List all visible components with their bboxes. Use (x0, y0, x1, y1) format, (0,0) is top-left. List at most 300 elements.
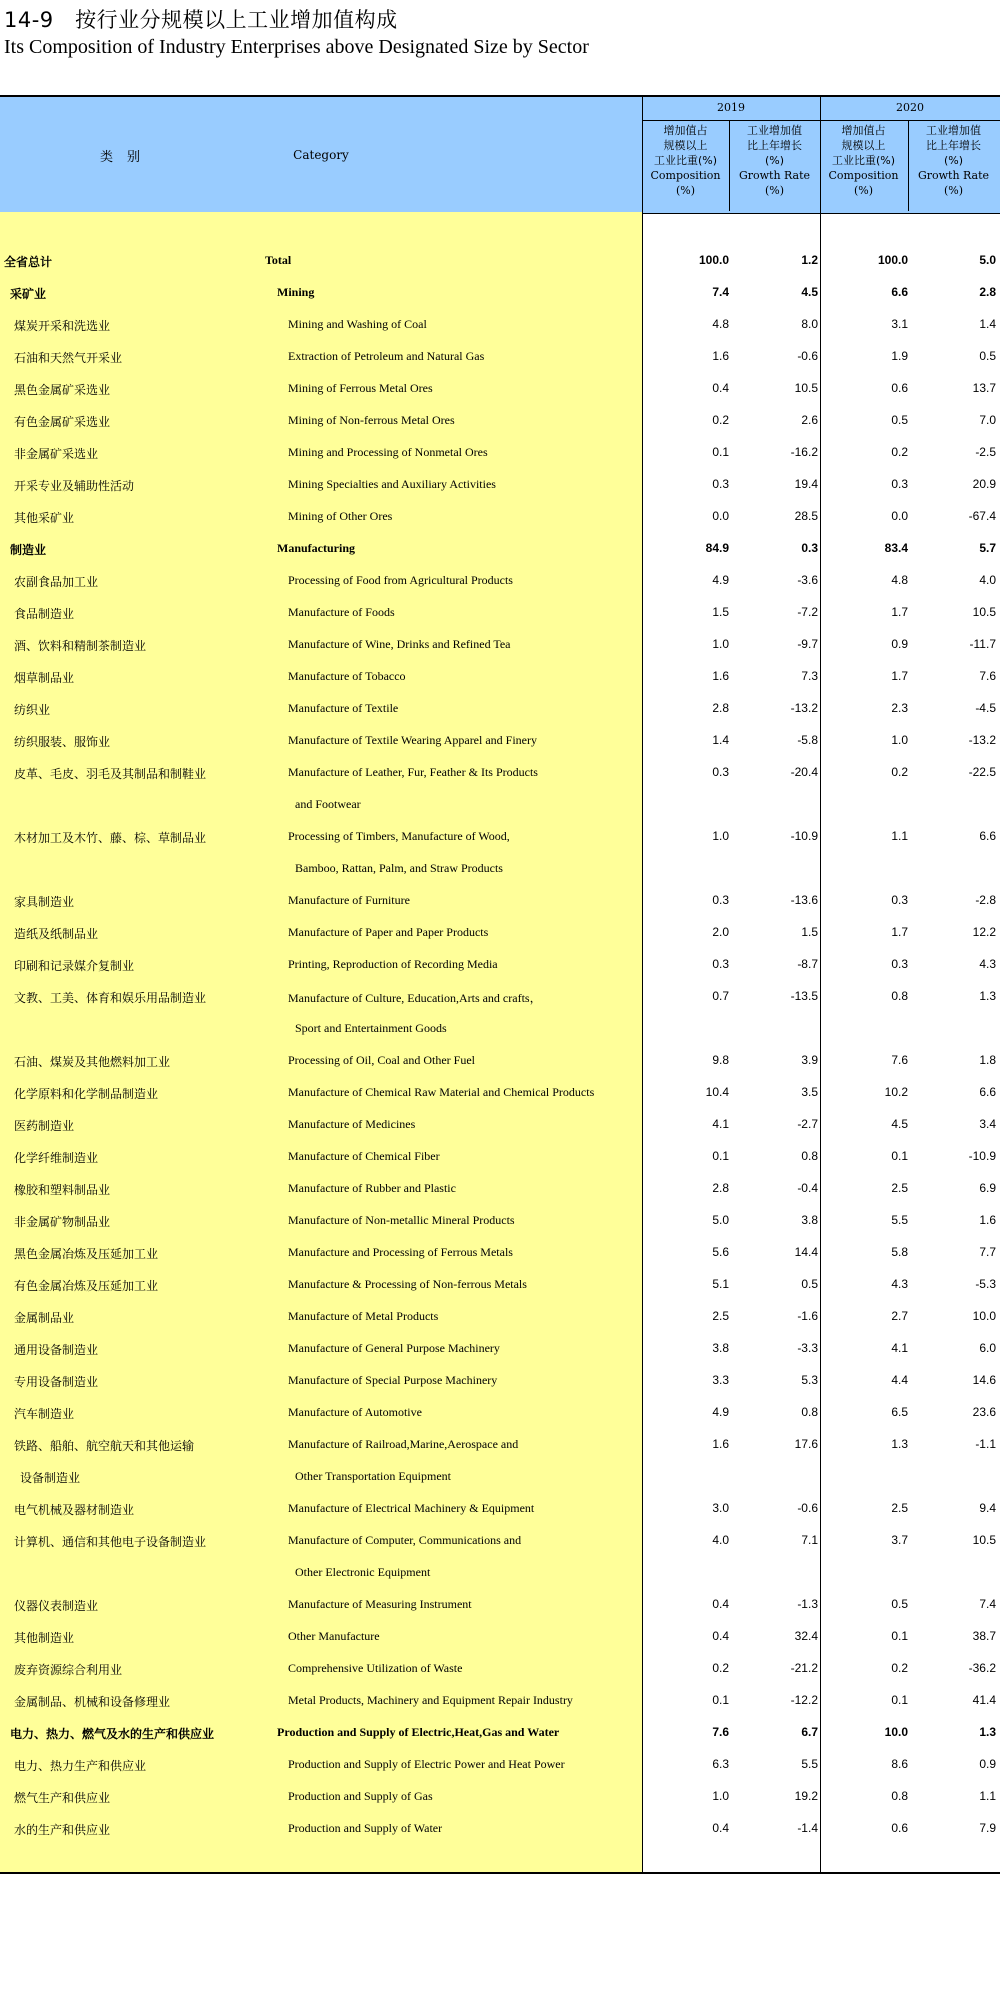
row-category-en: Manufacture of Foods (288, 605, 395, 619)
value-growth-2020: 9.4 (979, 1501, 996, 1515)
row-category-en: Production and Supply of Gas (288, 1789, 433, 1803)
table-row (0, 1780, 1000, 1812)
value-composition-2019: 5.6 (712, 1245, 729, 1259)
header-text: 比上年增长 (747, 139, 802, 152)
value-composition-2020: 6.5 (891, 1405, 908, 1419)
row-category-cn: 专用设备制造业 (14, 1375, 99, 1389)
value-growth-2020: -22.5 (968, 765, 996, 779)
value-growth-2019: 10.5 (794, 381, 818, 395)
value-growth-2020: 1.3 (979, 1725, 996, 1739)
table-row (0, 820, 1000, 852)
value-composition-2020: 4.1 (891, 1341, 908, 1355)
value-composition-2020: 0.9 (891, 637, 908, 651)
row-category-cn: 木材加工及木竹、藤、棕、草制品业 (14, 831, 207, 845)
value-growth-2019: -8.7 (797, 957, 818, 971)
row-category-en: Manufacture of General Purpose Machinery (288, 1341, 500, 1355)
header-text: 增加值占 (841, 124, 886, 137)
row-category-cn: 计算机、通信和其他电子设备制造业 (14, 1535, 207, 1549)
value-composition-2020: 3.1 (891, 317, 908, 331)
value-composition-2019: 0.4 (712, 1629, 729, 1643)
table-row (0, 244, 1000, 276)
value-growth-2020: 1.8 (979, 1053, 996, 1067)
table-row (0, 1460, 1000, 1492)
value-composition-2019: 1.5 (712, 605, 729, 619)
row-category-cn: 电气机械及器材制造业 (14, 1503, 135, 1517)
header-text: 规模以上 (663, 139, 708, 152)
value-growth-2019: -0.6 (797, 1501, 818, 1515)
row-category-cn: 通用设备制造业 (14, 1343, 99, 1357)
value-growth-2019: 1.5 (801, 925, 818, 939)
value-growth-2019: -3.3 (797, 1341, 818, 1355)
row-category-cn: 造纸及纸制品业 (14, 927, 99, 941)
row-category-en: Mining of Ferrous Metal Ores (288, 381, 433, 395)
value-growth-2019: 5.5 (801, 1757, 818, 1771)
row-category-en: Mining of Non-ferrous Metal Ores (288, 413, 455, 427)
row-category-en: Manufacture of Tobacco (288, 669, 406, 683)
value-growth-2020: 5.7 (979, 541, 996, 555)
row-category-en: Manufacture of Culture, Education,Arts and crafts， (288, 991, 542, 1005)
value-growth-2020: 12.2 (972, 925, 996, 939)
row-category-cn: 化学原料和化学制品制造业 (14, 1087, 159, 1101)
value-composition-2020: 2.7 (891, 1309, 908, 1323)
value-composition-2020: 2.5 (891, 1181, 908, 1195)
table-row (0, 1108, 1000, 1140)
value-growth-2020: -67.4 (968, 509, 996, 523)
row-category-cn: 汽车制造业 (14, 1407, 75, 1421)
value-growth-2019: 19.2 (794, 1789, 818, 1803)
row-category-en: Printing, Reproduction of Recording Media (288, 957, 498, 971)
value-growth-2019: 8.0 (801, 317, 818, 331)
value-growth-2020: -4.5 (975, 701, 996, 715)
value-composition-2020: 4.3 (891, 1277, 908, 1291)
value-composition-2020: 2.3 (891, 701, 908, 715)
value-composition-2020: 0.1 (891, 1693, 908, 1707)
table-row (0, 724, 1000, 756)
value-composition-2020: 5.5 (891, 1213, 908, 1227)
header-text: (%) (675, 184, 696, 197)
table-row (0, 596, 1000, 628)
table-row (0, 1716, 1000, 1748)
row-category-cn: 橡胶和塑料制品业 (14, 1183, 111, 1197)
table-row (0, 948, 1000, 980)
value-growth-2020: 0.5 (979, 349, 996, 363)
row-category-en: Total (265, 253, 292, 267)
row-category-en: Manufacture of Measuring Instrument (288, 1597, 472, 1611)
value-composition-2020: 0.2 (891, 765, 908, 779)
header-text: Growth Rate (917, 169, 990, 182)
value-growth-2020: -13.2 (968, 733, 996, 747)
table-row (0, 564, 1000, 596)
row-category-en: Mining and Processing of Nonmetal Ores (288, 445, 488, 459)
value-growth-2020: 2.8 (979, 285, 996, 299)
row-category-en: Processing of Timbers, Manufacture of Wood, (288, 829, 510, 843)
header-text: (%) (943, 184, 964, 197)
value-composition-2020: 2.5 (891, 1501, 908, 1515)
value-growth-2019: 5.3 (801, 1373, 818, 1387)
table-row (0, 1268, 1000, 1300)
header-text: 工业比重(%) (653, 154, 718, 167)
row-category-cn: 其他制造业 (14, 1631, 75, 1645)
value-growth-2019: 19.4 (794, 477, 818, 491)
row-category-cn: 金属制品、机械和设备修理业 (14, 1695, 171, 1709)
value-composition-2020: 0.2 (891, 445, 908, 459)
value-growth-2019: -7.2 (797, 605, 818, 619)
value-composition-2020: 83.4 (884, 541, 908, 555)
row-category-en: Processing of Oil, Coal and Other Fuel (288, 1053, 475, 1067)
value-composition-2020: 1.1 (891, 829, 908, 843)
row-category-en: Manufacture of Leather, Fur, Feather & Its Products (288, 765, 538, 779)
value-composition-2019: 1.4 (712, 733, 729, 747)
table-row (0, 1556, 1000, 1588)
table-row (0, 308, 1000, 340)
value-composition-2020: 0.3 (891, 893, 908, 907)
row-category-cn: 水的生产和供应业 (14, 1823, 111, 1837)
header-text: (%) (943, 154, 964, 167)
value-growth-2019: -9.7 (797, 637, 818, 651)
value-growth-2020: 10.5 (972, 605, 996, 619)
row-category-en: and Footwear (295, 797, 361, 811)
value-growth-2020: 13.7 (972, 381, 996, 395)
value-composition-2019: 3.0 (712, 1501, 729, 1515)
value-growth-2020: 7.7 (979, 1245, 996, 1259)
value-growth-2020: 1.1 (979, 1789, 996, 1803)
value-composition-2020: 1.7 (891, 605, 908, 619)
row-category-en: Sport and Entertainment Goods (295, 1021, 447, 1035)
value-composition-2020: 4.4 (891, 1373, 908, 1387)
table-row (0, 756, 1000, 788)
row-category-cn: 采矿业 (10, 287, 47, 301)
value-composition-2019: 9.8 (712, 1053, 729, 1067)
value-growth-2019: -16.2 (790, 445, 818, 459)
value-composition-2020: 1.0 (891, 733, 908, 747)
value-growth-2019: 0.3 (801, 541, 818, 555)
row-category-en: Production and Supply of Water (288, 1821, 443, 1835)
value-growth-2019: -20.4 (790, 765, 818, 779)
value-composition-2020: 1.7 (891, 925, 908, 939)
header-text: Composition (650, 169, 721, 182)
row-category-cn: 烟草制品业 (14, 671, 75, 685)
value-composition-2020: 0.3 (891, 477, 908, 491)
table-row (0, 1236, 1000, 1268)
row-category-en: Mining (277, 285, 315, 299)
row-category-en: Mining and Washing of Coal (288, 317, 427, 331)
value-composition-2019: 0.0 (712, 509, 729, 523)
value-composition-2020: 0.2 (891, 1661, 908, 1675)
row-category-en: Manufacture of Electrical Machinery & Equipment (288, 1501, 535, 1515)
table-row (0, 1204, 1000, 1236)
value-growth-2020: 6.6 (979, 1085, 996, 1099)
value-composition-2019: 0.1 (712, 1149, 729, 1163)
value-composition-2019: 4.1 (712, 1117, 729, 1131)
table-row (0, 1396, 1000, 1428)
row-category-cn: 酒、饮料和精制茶制造业 (14, 639, 147, 653)
header-text: Growth Rate (738, 169, 811, 182)
value-growth-2020: 7.6 (979, 669, 996, 683)
value-growth-2020: 4.0 (979, 573, 996, 587)
value-composition-2020: 0.6 (891, 1821, 908, 1835)
row-category-en: Mining Specialties and Auxiliary Activities (288, 477, 496, 491)
value-composition-2019: 7.4 (712, 285, 729, 299)
value-composition-2020: 100.0 (877, 253, 908, 267)
value-growth-2020: 41.4 (972, 1693, 996, 1707)
value-growth-2019: -0.4 (797, 1181, 818, 1195)
table-row (0, 1076, 1000, 1108)
value-growth-2020: 7.4 (979, 1597, 996, 1611)
value-growth-2019: -13.2 (790, 701, 818, 715)
row-category-en: Production and Supply of Electric,Heat,Gas and Water (277, 1725, 560, 1739)
row-category-cn: 煤炭开采和洗选业 (14, 319, 111, 333)
value-composition-2019: 6.3 (712, 1757, 729, 1771)
value-composition-2020: 1.3 (891, 1437, 908, 1451)
value-growth-2020: -1.1 (975, 1437, 996, 1451)
value-composition-2019: 10.4 (705, 1085, 729, 1099)
row-category-cn: 文教、工美、体育和娱乐用品制造业 (14, 991, 207, 1005)
value-composition-2020: 0.0 (891, 509, 908, 523)
value-composition-2020: 5.8 (891, 1245, 908, 1259)
value-composition-2019: 4.8 (712, 317, 729, 331)
table-row (0, 276, 1000, 308)
row-category-en: Manufacture of Rubber and Plastic (288, 1181, 456, 1195)
value-growth-2019: -12.2 (790, 1693, 818, 1707)
value-growth-2019: -1.4 (797, 1821, 818, 1835)
header-category-cn: 类别 (100, 150, 155, 165)
row-category-en: Manufacture of Railroad,Marine,Aerospace and (288, 1437, 519, 1451)
value-composition-2020: 7.6 (891, 1053, 908, 1067)
row-category-cn: 皮革、毛皮、羽毛及其制品和制鞋业 (14, 767, 207, 781)
row-category-cn: 化学纤维制造业 (14, 1151, 99, 1165)
row-category-en: Manufacture of Furniture (288, 893, 410, 907)
table-row (0, 404, 1000, 436)
value-growth-2019: -13.5 (790, 989, 818, 1003)
value-growth-2020: 10.5 (972, 1533, 996, 1547)
value-composition-2020: 0.1 (891, 1149, 908, 1163)
table-row (0, 1492, 1000, 1524)
row-category-en: Manufacture of Non-metallic Mineral Products (288, 1213, 515, 1227)
value-composition-2020: 10.0 (884, 1725, 908, 1739)
value-composition-2019: 1.0 (712, 829, 729, 843)
header-year-2020: 2020 (896, 101, 924, 114)
grid-line (908, 121, 909, 211)
value-growth-2019: 14.4 (794, 1245, 818, 1259)
value-growth-2019: -3.6 (797, 573, 818, 587)
value-growth-2019: 7.1 (801, 1533, 818, 1547)
value-composition-2019: 0.2 (712, 413, 729, 427)
value-growth-2020: 7.0 (979, 413, 996, 427)
value-composition-2019: 0.3 (712, 477, 729, 491)
table-row (0, 468, 1000, 500)
value-growth-2020: 6.9 (979, 1181, 996, 1195)
row-category-en: Other Electronic Equipment (295, 1565, 431, 1579)
value-growth-2020: 3.4 (979, 1117, 996, 1131)
header-growth-2020 (910, 123, 997, 198)
row-category-cn: 电力、热力、燃气及水的生产和供应业 (10, 1727, 215, 1741)
value-composition-2020: 10.2 (884, 1085, 908, 1099)
header-text: 工业增加值 (926, 124, 981, 137)
value-growth-2019: -1.6 (797, 1309, 818, 1323)
row-category-cn: 纺织服装、服饰业 (14, 735, 111, 749)
value-growth-2019: 28.5 (794, 509, 818, 523)
value-growth-2019: -0.6 (797, 349, 818, 363)
header-composition-2019 (642, 123, 729, 198)
value-composition-2019: 2.8 (712, 1181, 729, 1195)
table-row (0, 1588, 1000, 1620)
value-composition-2019: 100.0 (698, 253, 729, 267)
row-category-en: Manufacture and Processing of Ferrous Metals (288, 1245, 513, 1259)
row-category-en: Manufacture & Processing of Non-ferrous Metals (288, 1277, 527, 1291)
value-composition-2020: 1.9 (891, 349, 908, 363)
value-growth-2020: 7.9 (979, 1821, 996, 1835)
value-composition-2019: 1.6 (712, 669, 729, 683)
row-category-cn: 设备制造业 (20, 1471, 81, 1485)
value-composition-2019: 5.0 (712, 1213, 729, 1227)
table-row (0, 1332, 1000, 1364)
row-category-en: Manufacture of Automotive (288, 1405, 422, 1419)
row-category-cn: 电力、热力生产和供应业 (14, 1759, 147, 1773)
value-growth-2020: 20.9 (972, 477, 996, 491)
value-growth-2020: -11.7 (969, 637, 996, 651)
row-category-en: Manufacture of Computer, Communications and (288, 1533, 522, 1547)
table-row (0, 1172, 1000, 1204)
row-category-en: Mining of Other Ores (288, 509, 393, 523)
value-composition-2019: 3.8 (712, 1341, 729, 1355)
row-category-cn: 黑色金属矿采选业 (14, 383, 111, 397)
table-row (0, 1748, 1000, 1780)
row-category-cn: 纺织业 (14, 703, 51, 717)
value-composition-2019: 0.3 (712, 765, 729, 779)
row-category-en: Manufacture of Textile (288, 701, 399, 715)
row-category-cn: 印刷和记录媒介复制业 (14, 959, 135, 973)
value-growth-2020: 5.0 (979, 253, 996, 267)
value-growth-2019: -5.8 (797, 733, 818, 747)
row-category-en: Production and Supply of Electric Power and Heat Power (288, 1757, 565, 1771)
value-composition-2019: 1.0 (712, 1789, 729, 1803)
value-growth-2019: -13.6 (790, 893, 818, 907)
value-growth-2019: 7.3 (801, 669, 818, 683)
value-growth-2020: 6.6 (979, 829, 996, 843)
value-composition-2019: 1.6 (712, 1437, 729, 1451)
value-composition-2020: 0.1 (891, 1629, 908, 1643)
row-category-cn: 金属制品业 (14, 1311, 75, 1325)
value-growth-2019: 0.5 (801, 1277, 818, 1291)
value-composition-2020: 0.8 (891, 1789, 908, 1803)
value-composition-2019: 3.3 (712, 1373, 729, 1387)
row-category-en: Manufacture of Medicines (288, 1117, 416, 1131)
value-growth-2019: 17.6 (794, 1437, 818, 1451)
table-row (0, 660, 1000, 692)
table-row (0, 692, 1000, 724)
table-row (0, 1012, 1000, 1044)
table-row (0, 1364, 1000, 1396)
value-composition-2019: 5.1 (712, 1277, 729, 1291)
grid-line (729, 121, 730, 211)
table-row (0, 852, 1000, 884)
row-category-cn: 有色金属冶炼及压延加工业 (14, 1279, 159, 1293)
header-text: 工业增加值 (747, 124, 802, 137)
value-growth-2020: 0.9 (979, 1757, 996, 1771)
value-growth-2020: -2.8 (975, 893, 996, 907)
table-row (0, 436, 1000, 468)
table-row (0, 340, 1000, 372)
value-composition-2019: 4.9 (712, 1405, 729, 1419)
header-text: (%) (764, 154, 785, 167)
value-composition-2020: 4.5 (891, 1117, 908, 1131)
value-composition-2020: 0.5 (891, 1597, 908, 1611)
value-growth-2019: -1.3 (797, 1597, 818, 1611)
row-category-en: Manufacturing (277, 541, 355, 555)
value-growth-2019: -10.9 (790, 829, 818, 843)
table-row (0, 884, 1000, 916)
row-category-en: Other Manufacture (288, 1629, 380, 1643)
row-category-en: Comprehensive Utilization of Waste (288, 1661, 463, 1675)
header-text: 增加值占 (663, 124, 708, 137)
value-composition-2019: 0.1 (712, 1693, 729, 1707)
row-category-en: Manufacture of Metal Products (288, 1309, 439, 1323)
value-composition-2019: 84.9 (705, 541, 729, 555)
value-growth-2019: 32.4 (794, 1629, 818, 1643)
row-category-cn: 仪器仪表制造业 (14, 1599, 99, 1613)
value-growth-2020: -5.3 (975, 1277, 996, 1291)
row-category-en: Bamboo, Rattan, Palm, and Straw Products (295, 861, 503, 875)
value-growth-2019: 3.9 (801, 1053, 818, 1067)
table-row (0, 1652, 1000, 1684)
row-category-en: Manufacture of Textile Wearing Apparel and Finery (288, 733, 537, 747)
value-growth-2019: 2.6 (801, 413, 818, 427)
value-composition-2020: 3.7 (891, 1533, 908, 1547)
row-category-cn: 废弃资源综合利用业 (14, 1663, 123, 1677)
header-text: (%) (764, 184, 785, 197)
value-composition-2019: 7.6 (712, 1725, 729, 1739)
value-composition-2019: 4.0 (712, 1533, 729, 1547)
value-growth-2019: 6.7 (801, 1725, 818, 1739)
row-category-en: Manufacture of Paper and Paper Products (288, 925, 489, 939)
value-growth-2019: -2.7 (797, 1117, 818, 1131)
row-category-cn: 有色金属矿采选业 (14, 415, 111, 429)
value-composition-2019: 2.5 (712, 1309, 729, 1323)
value-growth-2020: 38.7 (972, 1629, 996, 1643)
value-composition-2020: 0.3 (891, 957, 908, 971)
row-category-cn: 医药制造业 (14, 1119, 75, 1133)
row-category-cn: 铁路、船舶、航空航天和其他运输 (14, 1439, 195, 1453)
row-category-en: Extraction of Petroleum and Natural Gas (288, 349, 485, 363)
value-composition-2020: 1.7 (891, 669, 908, 683)
table-row (0, 1524, 1000, 1556)
value-growth-2019: 3.5 (801, 1085, 818, 1099)
value-growth-2020: 1.3 (979, 989, 996, 1003)
row-category-en: Processing of Food from Agricultural Products (288, 573, 513, 587)
row-category-en: Manufacture of Chemical Fiber (288, 1149, 440, 1163)
header-text: Composition (828, 169, 899, 182)
grid-line (642, 120, 1000, 121)
row-category-cn: 开采专业及辅助性活动 (14, 479, 135, 493)
value-composition-2020: 0.8 (891, 989, 908, 1003)
value-growth-2020: -10.9 (968, 1149, 996, 1163)
row-category-cn: 食品制造业 (14, 607, 75, 621)
value-composition-2019: 0.1 (712, 445, 729, 459)
value-growth-2020: 14.6 (972, 1373, 996, 1387)
header-growth-2019 (731, 123, 818, 198)
value-growth-2020: 4.3 (979, 957, 996, 971)
header-text: 规模以上 (841, 139, 886, 152)
row-category-cn: 家具制造业 (14, 895, 75, 909)
row-category-cn: 石油和天然气开采业 (14, 351, 123, 365)
value-composition-2019: 0.7 (712, 989, 729, 1003)
row-category-cn: 全省总计 (4, 255, 53, 269)
row-category-cn: 非金属矿采选业 (14, 447, 99, 461)
value-growth-2019: -21.2 (790, 1661, 818, 1675)
value-composition-2019: 0.4 (712, 381, 729, 395)
value-composition-2020: 8.6 (891, 1757, 908, 1771)
table-row (0, 1140, 1000, 1172)
